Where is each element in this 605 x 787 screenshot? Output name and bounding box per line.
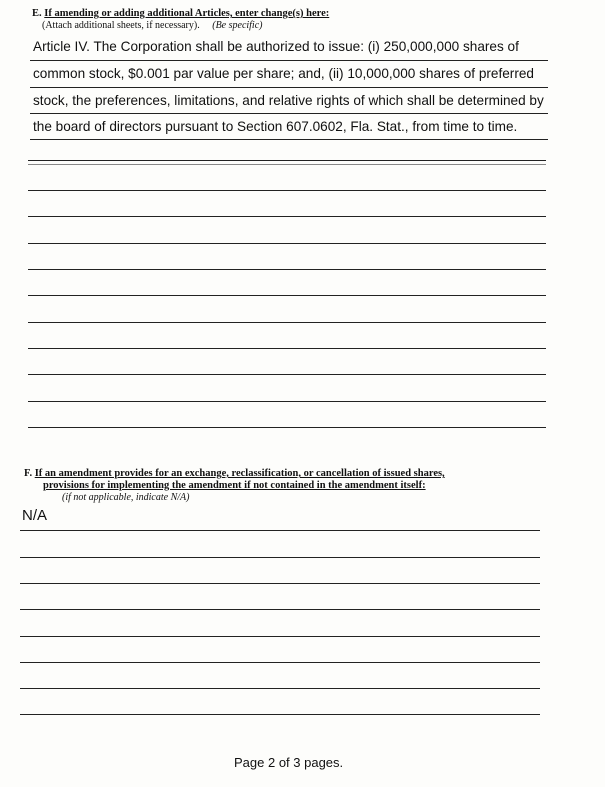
section-e-rule: [28, 160, 546, 161]
section-e-rule: [28, 348, 546, 349]
section-f-heading-line-2: provisions for implementing the amendment if not contained in the amendment itself:: [43, 480, 426, 491]
section-f-rule: [20, 583, 540, 584]
section-e-rule: [28, 401, 546, 402]
section-f-na-note: (if not applicable, indicate N/A): [62, 492, 190, 503]
section-f-rule: [20, 557, 540, 558]
section-e-attach-note: (Attach additional sheets, if necessary).: [42, 20, 200, 31]
section-e-text-line-1: Article IV. The Corporation shall be authorized to issue: (i) 250,000,000 shares of: [33, 39, 519, 54]
section-e-rule: [28, 190, 546, 191]
section-f-rule: [20, 662, 540, 663]
section-e-rule: [28, 243, 546, 244]
section-e-rule: [30, 87, 548, 88]
section-f-heading: [24, 468, 445, 479]
section-e-rule: [28, 216, 546, 217]
section-e-specific-note: (Be specific): [212, 20, 263, 31]
section-f-rule: [20, 609, 540, 610]
section-e-rule: [28, 427, 546, 428]
section-e-letter: E.: [32, 8, 42, 19]
section-e-text-line-2: common stock, $0.001 par value per share; and, (ii) 10,000,000 shares of preferred: [33, 66, 534, 81]
section-e-rule: [30, 113, 548, 114]
section-f-rule: [20, 530, 540, 531]
section-e-rule: [28, 374, 546, 375]
section-e-rule: [30, 139, 548, 140]
section-f-rule: [20, 688, 540, 689]
section-f-heading-line-1: If an amendment provides for an exchange, reclassification, or cancellation of issued shares,: [34, 468, 445, 479]
section-f-heading-cont: [43, 480, 426, 491]
section-e-text-line-4: the board of directors pursuant to Section 607.0602, Fla. Stat., from time to time.: [33, 119, 518, 134]
section-e-rule: [28, 322, 546, 323]
section-e-instructions: [42, 20, 262, 31]
section-e-rule: [28, 269, 546, 270]
section-e-rule: [28, 164, 546, 165]
section-f-instructions: [62, 492, 189, 503]
section-f-rule: [20, 636, 540, 637]
section-e-heading-text: If amending or adding additional Articles, enter change(s) here:: [44, 8, 330, 19]
section-e-heading: [32, 8, 329, 19]
section-e-text-line-3: stock, the preferences, limitations, and relative rights of which shall be determined by: [33, 93, 544, 108]
section-f-letter: F.: [24, 468, 33, 479]
section-f-rule: [20, 714, 540, 715]
section-f-answer: N/A: [22, 507, 48, 524]
section-e-rule: [28, 295, 546, 296]
page-number: Page 2 of 3 pages.: [234, 755, 344, 770]
section-e-rule: [30, 60, 548, 61]
